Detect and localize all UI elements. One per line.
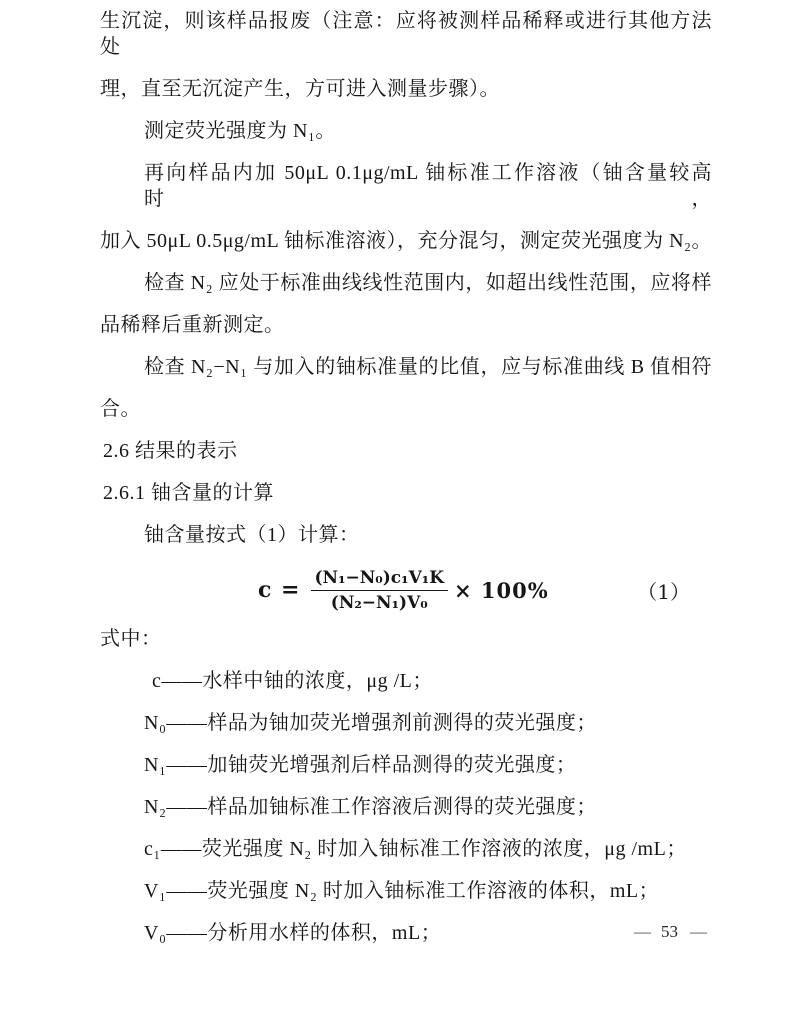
fraction-denominator: (N₂−N₁)V₀: [330, 592, 428, 613]
page-footer: [634, 922, 705, 942]
definition-line-v0: V₀——分析用水样的体积，mL；: [144, 922, 442, 944]
page-number: 53: [661, 922, 678, 941]
paragraph-line: 加入 50μL 0.5μg/mL 铀标准溶液），充分混匀，测定荧光强度为 N₂。: [100, 230, 712, 252]
definition-line-n0: N₀——样品为铀加荧光增强剂前测得的荧光强度；: [144, 712, 597, 734]
paragraph-line: 测定荧光强度为 N₁。: [144, 120, 336, 142]
paragraph-line: 检查 N₂ 应处于标准曲线线性范围内，如超出线性范围，应将样: [144, 272, 712, 294]
section-heading-2-6: 2.6 结果的表示: [103, 440, 238, 462]
where-clause-label: 式中：: [100, 628, 162, 650]
page-content: [100, 8, 712, 962]
equation-lhs: c =: [258, 577, 301, 603]
paragraph-line: 再向样品内加 50μL 0.1μg/mL 铀标准工作溶液（铀含量较高时，: [144, 162, 712, 210]
section-heading-2-6-1: 2.6.1 铀含量的计算: [103, 482, 274, 504]
definition-line-n1: N₁——加铀荧光增强剂后样品测得的荧光强度；: [144, 754, 577, 776]
equation-fraction: [311, 568, 449, 613]
equation-1: [100, 564, 712, 616]
paragraph-line: 品稀释后重新测定。: [100, 314, 285, 336]
fraction-numerator: (N₁−N₀)c₁V₁K: [311, 568, 449, 591]
paragraph-line: 生沉淀，则该样品报废（注意：应将被测样品稀释或进行其他方法处: [100, 10, 712, 58]
definition-line-c: c——水样中铀的浓度，μg /L；: [152, 670, 433, 692]
formula-intro-line: 铀含量按式（1）计算：: [144, 524, 360, 546]
equation-multiplier: × 100%: [454, 577, 549, 603]
equation-number: （1）: [637, 579, 690, 604]
paragraph-line: 理，直至无沉淀产生，方可进入测量步骤）。: [100, 78, 500, 100]
definition-line-c1: c₁——荧光强度 N₂ 时加入铀标准工作溶液的浓度，μg /mL；: [144, 838, 687, 860]
paragraph-line: 检查 N₂−N₁ 与加入的铀标准量的比值，应与标准曲线 B 值相符: [144, 356, 712, 378]
paragraph-line: 合。: [100, 398, 141, 420]
definition-line-n2: N₂——样品加铀标准工作溶液后测得的荧光强度；: [144, 796, 597, 818]
footer-right-dash: —: [690, 922, 705, 941]
footer-left-dash: —: [634, 922, 649, 941]
definition-line-v1: V₁——荧光强度 N₂ 时加入铀标准工作溶液的体积，mL；: [144, 880, 660, 902]
